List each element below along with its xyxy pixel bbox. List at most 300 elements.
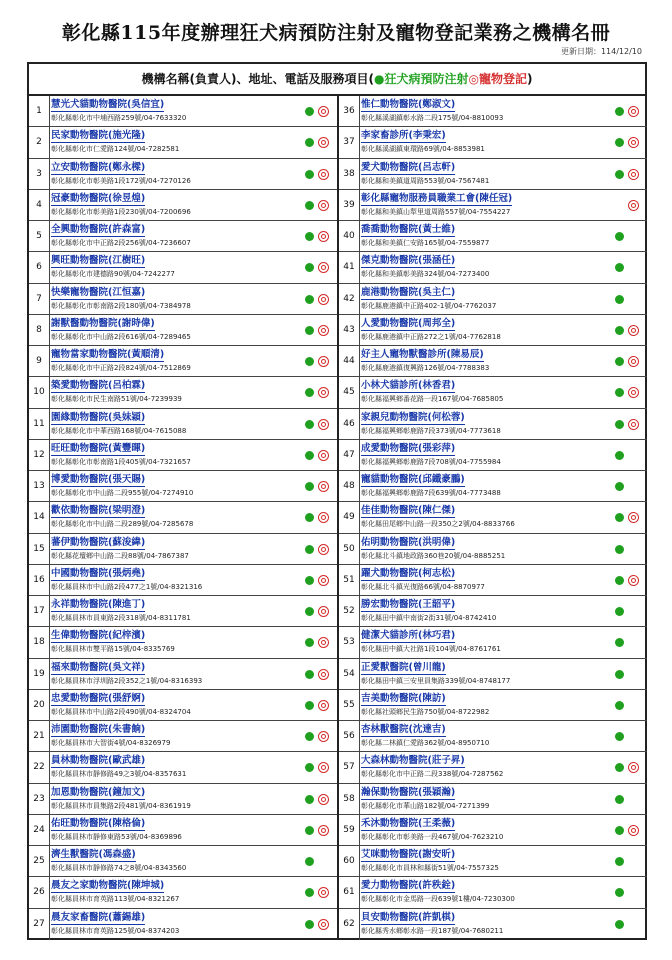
clinic-address: 彰化縣二林鎮仁愛路362號/04-8950710 (361, 739, 490, 747)
clinic-name-link[interactable]: 好主人寵物獸醫診所(陳易辰) (361, 349, 484, 360)
vaccine-dot-icon (615, 763, 624, 772)
service-marks (612, 159, 644, 189)
clinic-name-link[interactable]: 佑旺動物醫院(陳格倫) (51, 817, 146, 829)
table-row (29, 315, 337, 346)
clinic-name-link[interactable]: 立安動物醫院(鄭永樑) (51, 161, 146, 173)
clinic-name-link[interactable]: 民家動物醫院(施光隆) (51, 130, 146, 142)
clinic-address: 彰化縣彰化市彰南路1段405號/04-7321657 (51, 457, 191, 466)
vaccine-dot-icon (305, 888, 314, 897)
clinic-name-link[interactable]: 小林犬貓診所(林香君) (361, 380, 456, 392)
table-row (339, 627, 647, 658)
registration-ring-icon (628, 575, 639, 586)
legend-registration: ◎寵物登記 (468, 72, 527, 86)
clinic-address: 彰化縣彰化市中山路2段616號/04-7289465 (51, 332, 191, 341)
clinic-name-link[interactable]: 艾咪動物醫院(謝安昕) (361, 849, 456, 860)
clinic-info (361, 596, 613, 626)
service-marks (302, 877, 334, 907)
table-row (29, 815, 337, 846)
vaccine-dot-icon (615, 826, 624, 835)
vaccine-dot-icon (615, 388, 624, 397)
service-marks (302, 471, 334, 501)
service-marks (302, 252, 334, 282)
service-marks (612, 659, 644, 689)
clinic-info (361, 565, 613, 595)
clinic-info (361, 752, 613, 782)
vaccine-dot-icon (615, 482, 624, 491)
clinic-info (361, 409, 613, 439)
clinic-info (361, 502, 613, 532)
vaccine-dot-icon (615, 170, 624, 179)
registration-ring-icon (318, 325, 329, 336)
clinic-name-link[interactable]: 園緣動物醫院(吳妹穎) (51, 411, 146, 423)
row-number: 27 (29, 909, 50, 940)
registration-ring-icon (318, 387, 329, 398)
clinic-address: 彰化縣員林市靜修東路53號/04-8369896 (51, 832, 182, 841)
row-number: 62 (339, 909, 360, 940)
vaccine-dot-icon (305, 607, 314, 616)
registration-ring-icon (628, 137, 639, 148)
clinic-address: 彰化縣福興鄉彰鹿路7段639號/04-7773488 (361, 489, 501, 497)
registration-ring-icon (628, 387, 639, 398)
clinic-info (51, 846, 303, 876)
service-marks (302, 284, 334, 314)
vaccine-dot-icon (615, 545, 624, 554)
clinic-info (51, 252, 303, 282)
service-marks (302, 159, 334, 189)
clinic-info (51, 221, 303, 251)
clinic-info (361, 471, 613, 501)
clinic-info (51, 190, 303, 220)
clinic-address: 彰化縣彰化市中華西路168號/04-7615088 (51, 426, 187, 435)
clinic-name-link[interactable]: 寵物當家動物醫院(黃順清) (51, 349, 165, 360)
row-number: 38 (339, 159, 360, 189)
clinic-address: 彰化縣和美鎮彰美路324號/04-7273400 (361, 270, 490, 279)
service-marks (302, 690, 334, 720)
service-marks (302, 127, 334, 157)
clinic-address: 彰化縣鹿港鎮中正路272之1號/04-7762818 (361, 332, 501, 341)
row-number: 49 (339, 502, 360, 532)
service-marks (302, 721, 334, 751)
clinic-name-link[interactable]: 愛力動物醫院(許秩銓) (361, 880, 456, 892)
service-marks (612, 815, 644, 845)
service-marks (302, 96, 334, 126)
row-number: 47 (339, 440, 360, 470)
table-row (29, 159, 337, 190)
clinic-address: 彰化縣員林市雙平路15號/04-8335769 (51, 645, 175, 654)
clinic-address: 彰化縣和美鎮山犁里道周路557號/04-7554227 (361, 207, 511, 216)
row-number: 4 (29, 190, 50, 220)
service-marks (302, 190, 334, 220)
clinic-address: 彰化縣員林市中山路2段490號/04-8324704 (51, 707, 191, 716)
clinic-address: 彰化縣彰化市員林和縣街51號/04-7557325 (361, 864, 499, 872)
clinic-info (361, 159, 613, 189)
registration-ring-icon (318, 606, 329, 617)
clinic-info (361, 784, 613, 814)
vaccine-dot-icon (305, 763, 314, 772)
clinic-address: 彰化縣彰化市中正路2段256號/04-7236607 (51, 239, 191, 247)
table-row (29, 252, 337, 283)
clinic-name-link[interactable]: 吉美動物醫院(陳訪) (361, 692, 446, 704)
clinic-info (51, 127, 303, 157)
clinic-info (51, 784, 303, 814)
service-marks (302, 440, 334, 470)
registration-ring-icon (318, 512, 329, 523)
clinic-name-link[interactable]: 晨友之家動物醫院(陳坤城) (51, 880, 165, 892)
table-row (339, 659, 647, 690)
table-row (339, 440, 647, 471)
vaccine-dot-icon (615, 638, 624, 647)
clinic-info (51, 877, 303, 907)
row-number: 10 (29, 377, 50, 407)
vaccine-dot-icon (305, 701, 314, 710)
clinic-name-link[interactable]: 快樂寵物醫院(江恒嘉) (51, 286, 146, 298)
clinic-address: 彰化縣田中鎮大社路1段104號/04-8761761 (361, 645, 501, 654)
row-number: 19 (29, 659, 50, 689)
clinic-name-link[interactable]: 愛犬動物醫院(呂志軒) (361, 161, 456, 173)
clinic-address: 彰化縣員林市育英路113號/04-8321267 (51, 895, 180, 904)
table-row (339, 877, 647, 908)
clinic-info (51, 377, 303, 407)
clinic-info (361, 96, 613, 126)
table-row (29, 346, 337, 377)
registration-ring-icon (318, 419, 329, 430)
vaccine-dot-icon (305, 482, 314, 491)
clinic-name-link[interactable]: 佳佳動物醫院(陳仁傑) (361, 505, 456, 517)
clinic-name-link[interactable]: 彰化縣寵物服務員職業工會(陳任冠) (361, 192, 513, 204)
clinic-name-link[interactable]: 傑克動物醫院(張涵任) (361, 255, 456, 267)
clinic-name-link[interactable]: 大森林動物醫院(莊子昇) (361, 755, 465, 767)
clinic-name-link[interactable]: 員林動物醫院(歐武雄) (51, 755, 146, 767)
registration-ring-icon (318, 544, 329, 555)
clinic-address: 彰化縣和美鎮仁安路165號/04-7559877 (361, 239, 490, 247)
vaccine-dot-icon (615, 357, 624, 366)
clinic-address: 彰化縣員林市中山路2段477之1號/04-8321316 (51, 582, 203, 591)
row-number: 46 (339, 409, 360, 439)
service-marks (612, 471, 644, 501)
row-number: 41 (339, 252, 360, 282)
clinic-address: 彰化縣員林市員集路2段481號/04-8361919 (51, 801, 191, 810)
vaccine-dot-icon (305, 920, 314, 929)
clinic-info (51, 534, 303, 564)
clinic-name-link[interactable]: 興旺動物醫院(江樹旺) (51, 255, 146, 267)
row-number: 39 (339, 190, 360, 220)
table-row (29, 96, 337, 127)
clinic-address: 彰化縣鹿港鎮復興路126號/04-7788383 (361, 364, 490, 372)
service-marks (612, 409, 644, 439)
clinic-name-link[interactable]: 惟仁動物醫院(鄭淑文) (361, 99, 456, 110)
table-row (29, 534, 337, 565)
table-row (339, 409, 647, 440)
row-number: 1 (29, 96, 50, 126)
clinic-address: 彰化縣福興鄉彰鹿路7段373號/04-7773618 (361, 426, 501, 435)
registry-table (27, 62, 647, 940)
clinic-name-link[interactable]: 家親兒動物醫院(何松蓉) (361, 411, 465, 423)
row-number: 45 (339, 377, 360, 407)
clinic-info (361, 284, 613, 314)
service-marks (612, 784, 644, 814)
row-number: 57 (339, 752, 360, 782)
table-row (29, 690, 337, 721)
clinic-info (361, 315, 613, 345)
row-number: 16 (29, 565, 50, 595)
clinic-address: 彰化縣溪湖鎮東環路69號/04-8853981 (361, 145, 485, 154)
row-number: 9 (29, 346, 50, 376)
header-prefix: 機構名稱(負責人)、地址、電話及服務項目( (141, 72, 374, 86)
row-number: 42 (339, 284, 360, 314)
clinic-info (51, 752, 303, 782)
registration-ring-icon (318, 669, 329, 680)
table-row (29, 627, 337, 658)
table-row (339, 252, 647, 283)
vaccine-dot-icon (305, 201, 314, 210)
clinic-name-link[interactable]: 旺旺動物醫院(黃豐暉) (51, 442, 146, 454)
vaccine-dot-icon (305, 826, 314, 835)
registration-ring-icon (628, 762, 639, 773)
vaccine-dot-icon (305, 295, 314, 304)
table-row (29, 127, 337, 158)
clinic-address: 彰化縣員林市靜修路49之3號/04-8357631 (51, 770, 187, 779)
row-number: 20 (29, 690, 50, 720)
service-marks (612, 690, 644, 720)
registration-ring-icon (628, 325, 639, 336)
vaccine-dot-icon (615, 670, 624, 679)
clinic-info (361, 690, 613, 720)
vaccine-dot-icon (305, 388, 314, 397)
service-marks (612, 377, 644, 407)
clinic-name-link[interactable]: 李家畜診所(李秉宏) (361, 130, 446, 142)
clinic-info (51, 627, 303, 657)
vaccine-dot-icon (615, 232, 624, 241)
registration-ring-icon (318, 919, 329, 930)
registration-ring-icon (318, 106, 329, 117)
clinic-info (51, 159, 303, 189)
clinic-name-link[interactable]: 躍犬動物醫院(柯志松) (361, 567, 456, 579)
clinic-name-link[interactable]: 博愛動物醫院(張天賜) (51, 474, 146, 485)
clinic-name-link[interactable]: 喬喬動物醫院(黃士維) (361, 224, 456, 235)
table-row (29, 377, 337, 408)
clinic-info (51, 909, 303, 940)
table-row (29, 471, 337, 502)
clinic-info (361, 377, 613, 407)
service-marks (302, 221, 334, 251)
vaccine-dot-icon (305, 857, 314, 866)
row-number: 12 (29, 440, 50, 470)
clinic-name-link[interactable]: 歡依動物醫院(梁明澄) (51, 505, 146, 517)
table-row (339, 909, 647, 940)
clinic-name-link[interactable]: 謝獸醫動物醫院(謝時偉) (51, 317, 155, 329)
row-number: 40 (339, 221, 360, 251)
row-number: 48 (339, 471, 360, 501)
table-row (339, 190, 647, 221)
table-row (29, 846, 337, 877)
registration-ring-icon (318, 231, 329, 242)
vaccine-dot-icon (305, 795, 314, 804)
vaccine-dot-icon (305, 545, 314, 554)
registration-ring-icon (318, 575, 329, 586)
registration-ring-icon (628, 419, 639, 430)
clinic-name-link[interactable]: 蕃伊動物醫院(蘇浚緯) (51, 536, 146, 548)
service-marks (612, 596, 644, 626)
clinic-info (51, 315, 303, 345)
table-row (339, 565, 647, 596)
clinic-name-link[interactable]: 慧光犬貓動物醫院(吳信宜) (51, 99, 165, 110)
clinic-name-link[interactable]: 貝安動物醫院(許凱棋) (361, 911, 456, 923)
clinic-name-link[interactable]: 永祥動物醫院(陳進丁) (51, 599, 146, 610)
clinic-name-link[interactable]: 杏林獸醫院(沈達吉) (361, 724, 446, 735)
service-marks (612, 252, 644, 282)
table-row (339, 846, 647, 877)
clinic-name-link[interactable]: 勝宏動物醫院(王韶平) (361, 599, 456, 610)
clinic-info (51, 502, 303, 532)
vaccine-dot-icon (615, 263, 624, 272)
service-marks (612, 846, 644, 876)
service-marks (302, 534, 334, 564)
clinic-name-link[interactable]: 人愛動物醫院(周邦全) (361, 317, 456, 329)
row-number: 25 (29, 846, 50, 876)
row-number: 22 (29, 752, 50, 782)
table-row (339, 752, 647, 783)
clinic-info (51, 690, 303, 720)
clinic-name-link[interactable]: 加恩動物醫院(鐘加文) (51, 786, 146, 798)
clinic-name-link[interactable]: 鹿港動物醫院(吳主仁) (361, 286, 456, 298)
clinic-name-link[interactable]: 正愛獸醫院(曾川龍) (361, 661, 446, 673)
clinic-info (51, 471, 303, 501)
service-marks (612, 877, 644, 907)
clinic-address: 彰化縣員林市育英路125號/04-8374203 (51, 926, 180, 935)
row-number: 5 (29, 221, 50, 251)
header-suffix: ) (526, 72, 533, 86)
registration-ring-icon (318, 700, 329, 711)
registration-ring-icon (628, 106, 639, 117)
vaccine-dot-icon (615, 920, 624, 929)
service-marks (612, 752, 644, 782)
clinic-info (361, 909, 613, 940)
row-number: 60 (339, 846, 360, 876)
service-marks (612, 565, 644, 595)
clinic-name-link[interactable]: 中國動物醫院(張炳堯) (51, 567, 146, 579)
clinic-name-link[interactable]: 禾沐動物醫院(王柔薇) (361, 817, 456, 829)
clinic-info (51, 409, 303, 439)
service-marks (302, 627, 334, 657)
clinic-address: 彰化縣彰化市民生南路51號/04-7239939 (51, 395, 182, 404)
clinic-address: 彰化縣彰化市仁愛路124號/04-7282581 (51, 145, 180, 154)
row-number: 23 (29, 784, 50, 814)
vaccine-dot-icon (615, 451, 624, 460)
clinic-name-link[interactable]: 生偉動物醫院(紀梓濱) (51, 630, 146, 642)
table-row (339, 127, 647, 158)
row-number: 11 (29, 409, 50, 439)
clinic-info (51, 815, 303, 845)
clinic-name-link[interactable]: 全興動物醫院(許森富) (51, 224, 146, 235)
service-marks (302, 909, 334, 940)
clinic-info (361, 190, 613, 220)
clinic-name-link[interactable]: 沛園動物醫院(朱書餉) (51, 724, 146, 735)
clinic-name-link[interactable]: 佑明動物醫院(洪明偉) (361, 536, 456, 548)
service-marks (612, 440, 644, 470)
registration-ring-icon (628, 169, 639, 180)
clinic-address: 彰化縣彰化市彰南路2段180號/04-7384978 (51, 301, 191, 310)
clinic-info (51, 721, 303, 751)
service-marks (612, 284, 644, 314)
table-row (29, 190, 337, 221)
clinic-name-link[interactable]: 健潔犬貓診所(林巧君) (361, 630, 456, 642)
table-row (339, 377, 647, 408)
vaccine-dot-icon (305, 732, 314, 741)
clinic-address: 彰化縣彰化市中山路二段289號/04-7285678 (51, 520, 194, 529)
clinic-name-link[interactable]: 築愛動物醫院(呂柏霖) (51, 380, 146, 392)
clinic-info (51, 284, 303, 314)
clinic-address: 彰化縣彰化市彰美路1段172號/04-7270126 (51, 176, 191, 185)
table-row (339, 534, 647, 565)
clinic-info (361, 721, 613, 751)
vaccine-dot-icon (305, 263, 314, 272)
clinic-address: 彰化縣北斗鎮地政路360巷20號/04-8885251 (361, 551, 506, 560)
clinic-info (361, 440, 613, 470)
vaccine-dot-icon (615, 857, 624, 866)
vaccine-dot-icon (305, 170, 314, 179)
clinic-info (361, 877, 613, 907)
row-number: 50 (339, 534, 360, 564)
registration-ring-icon (628, 356, 639, 367)
vaccine-dot-icon (615, 326, 624, 335)
row-number: 52 (339, 596, 360, 626)
clinic-info (51, 596, 303, 626)
clinic-info (51, 440, 303, 470)
clinic-address: 彰化縣員林市浮圳路2段352之1號/04-8316393 (51, 676, 203, 685)
table-row (339, 502, 647, 533)
clinic-info (361, 659, 613, 689)
table-row (29, 502, 337, 533)
clinic-info (361, 534, 613, 564)
vaccine-dot-icon (305, 357, 314, 366)
clinic-address: 彰化縣和美鎮道周路553號/04-7567481 (361, 176, 490, 185)
clinic-name-link[interactable]: 寵貓動物醫院(邱鐵豪鵬) (361, 474, 465, 485)
clinic-name-link[interactable]: 冠豪動物醫院(徐昱煌) (51, 192, 146, 204)
registration-ring-icon (318, 637, 329, 648)
table-row (339, 315, 647, 346)
table-row (339, 596, 647, 627)
row-number: 3 (29, 159, 50, 189)
vaccine-dot-icon (305, 638, 314, 647)
service-marks (612, 221, 644, 251)
vaccine-dot-icon (615, 732, 624, 741)
row-number: 26 (29, 877, 50, 907)
clinic-name-link[interactable]: 濟生獸醫院(馮森盛) (51, 849, 136, 860)
registration-ring-icon (318, 450, 329, 461)
vaccine-dot-icon (305, 451, 314, 460)
clinic-name-link[interactable]: 瀚保動物醫院(張穎瀚) (361, 786, 456, 798)
clinic-info (361, 846, 613, 876)
registration-ring-icon (318, 887, 329, 898)
clinic-name-link[interactable]: 晨友家畜醫院(蕭錫雄) (51, 911, 146, 923)
clinic-address: 彰化縣福興鄉彰鹿路7段708號/04-7755984 (361, 457, 501, 466)
registration-ring-icon (318, 169, 329, 180)
service-marks (302, 502, 334, 532)
vaccine-dot-icon (305, 420, 314, 429)
clinic-name-link[interactable]: 成愛動物醫院(張彩萍) (361, 442, 456, 454)
clinic-name-link[interactable]: 福來動物醫院(吳文祥) (51, 661, 146, 673)
service-marks (302, 815, 334, 845)
clinic-address: 彰化縣社頭鄉民生路750號/04-8722982 (361, 707, 490, 716)
row-number: 59 (339, 815, 360, 845)
clinic-info (361, 627, 613, 657)
table-row (29, 752, 337, 783)
service-marks (302, 565, 334, 595)
row-number: 24 (29, 815, 50, 845)
clinic-name-link[interactable]: 忠愛動物醫院(張舒婀) (51, 692, 146, 704)
table-row (339, 784, 647, 815)
vaccine-dot-icon (305, 513, 314, 522)
